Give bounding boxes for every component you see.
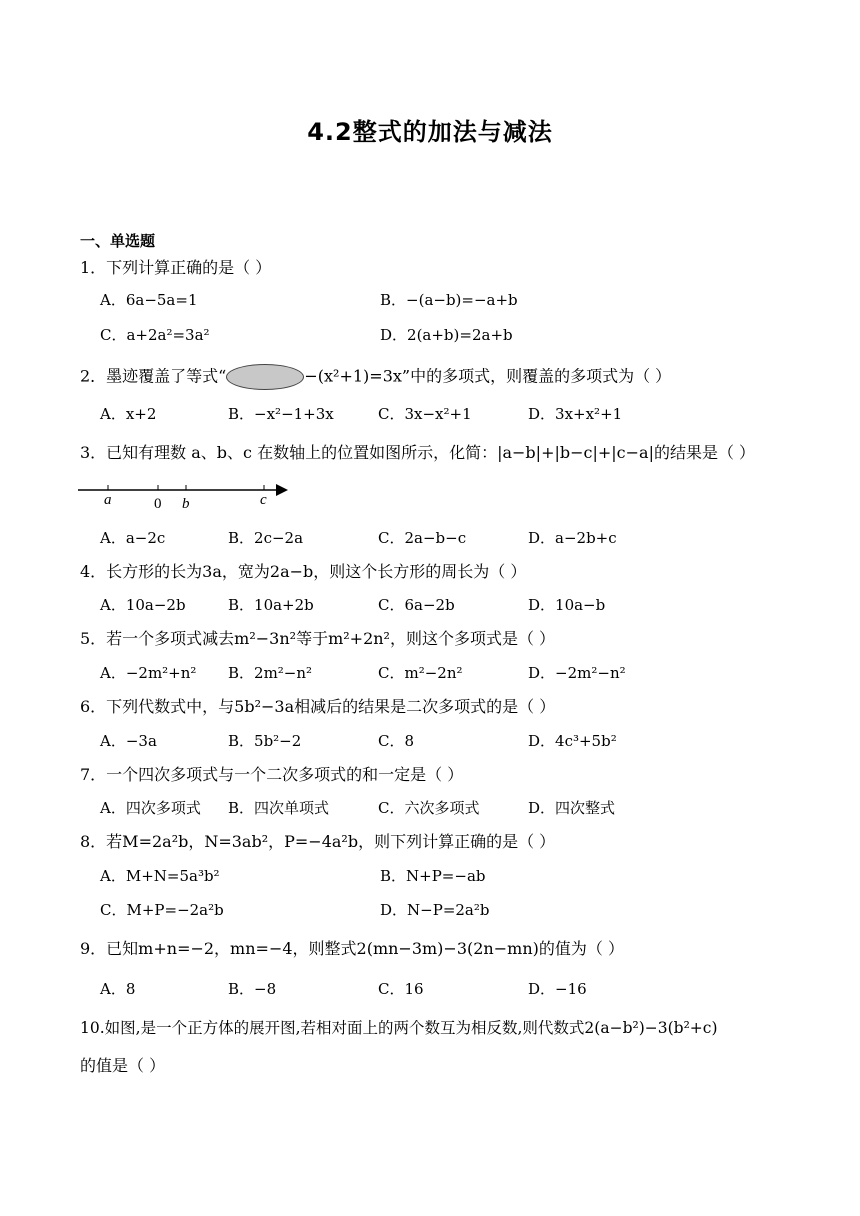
question-9: 9．已知m+n=−2，mn=−4，则整式2(mn−3m)−3(2n−mn)的值为（ ）	[80, 939, 624, 958]
label-a: a	[104, 492, 112, 508]
q3-option-d[interactable]: D．a−2b+c	[528, 529, 617, 547]
q6-option-d[interactable]: D．4c³+5b²	[528, 732, 617, 750]
question-5: 5．若一个多项式减去m²−3n²等于m²+2n²，则这个多项式是（ ）	[80, 629, 556, 648]
q2-option-a[interactable]: A．x+2	[100, 405, 157, 423]
section-heading: 一、单选题	[80, 232, 156, 250]
label-zero: 0	[154, 496, 162, 512]
q5-option-d[interactable]: D．−2m²−n²	[528, 664, 626, 682]
q2-option-c[interactable]: C．3x−x²+1	[378, 405, 472, 423]
q7-option-d[interactable]: D．四次整式	[528, 799, 616, 817]
number-line-arrow	[276, 484, 288, 496]
ink-blot-shape	[226, 364, 304, 390]
q3-option-c[interactable]: C．2a−b−c	[378, 529, 467, 547]
q8-option-b[interactable]: B．N+P=−ab	[380, 867, 486, 885]
q4-option-b[interactable]: B．10a+2b	[228, 596, 314, 614]
q1-option-a[interactable]: A．6a−5a=1	[100, 291, 198, 309]
question-3: 3．已知有理数 a、b、c 在数轴上的位置如图所示，化简：|a−b|+|b−c|+|c−a|的结果是（ ）	[80, 443, 756, 462]
question-1: 1．下列计算正确的是（ ）	[80, 258, 272, 277]
q7-option-c[interactable]: C．六次多项式	[378, 799, 480, 817]
question-6: 6．下列代数式中，与5b²−3a相减后的结果是二次多项式的是（ ）	[80, 697, 556, 716]
question-7: 7．一个四次多项式与一个二次多项式的和一定是（ ）	[80, 765, 464, 784]
question-10-line-2: 的值是（ ）	[80, 1056, 166, 1075]
q2-option-d[interactable]: D．3x+x²+1	[528, 405, 623, 423]
q4-option-d[interactable]: D．10a−b	[528, 596, 606, 614]
page-title: 4.2整式的加法与减法	[307, 118, 553, 146]
q7-option-b[interactable]: B．四次单项式	[228, 799, 330, 817]
q6-option-a[interactable]: A．−3a	[100, 732, 157, 750]
question-4: 4．长方形的长为3a，宽为2a−b，则这个长方形的周长为（ ）	[80, 562, 527, 581]
q3-option-b[interactable]: B．2c−2a	[228, 529, 304, 547]
q5-option-b[interactable]: B．2m²−n²	[228, 664, 313, 682]
q6-option-b[interactable]: B．5b²−2	[228, 732, 302, 750]
q9-option-d[interactable]: D．−16	[528, 980, 587, 998]
q5-option-c[interactable]: C．m²−2n²	[378, 664, 463, 682]
q9-option-c[interactable]: C．16	[378, 980, 424, 998]
q9-option-b[interactable]: B．−8	[228, 980, 277, 998]
q7-option-a[interactable]: A．四次多项式	[100, 799, 201, 817]
label-c: c	[260, 492, 267, 508]
q4-option-c[interactable]: C．6a−2b	[378, 596, 455, 614]
q1-option-b[interactable]: B．−(a−b)=−a+b	[380, 291, 518, 309]
q2-stem-end: −(x²+1)=3x”中的多项式，则覆盖的多项式为（ ）	[304, 366, 672, 386]
q3-option-a[interactable]: A．a−2c	[100, 529, 166, 547]
q4-option-a[interactable]: A．10a−2b	[100, 596, 186, 614]
q2-option-b[interactable]: B．−x²−1+3x	[228, 405, 334, 423]
q6-option-c[interactable]: C．8	[378, 732, 415, 750]
label-b: b	[182, 496, 190, 512]
q1-option-c[interactable]: C．a+2a²=3a²	[100, 326, 210, 344]
number-line-figure	[78, 478, 298, 512]
question-10-line-1: 10.如图,是一个正方体的展开图,若相对面上的两个数互为相反数,则代数式2(a−b²)−3(b²+c)	[80, 1019, 718, 1037]
q2-stem-start: 2．墨迹覆盖了等式“	[80, 366, 227, 386]
question-2	[80, 364, 671, 390]
q8-option-c[interactable]: C．M+P=−2a²b	[100, 901, 224, 919]
question-8: 8．若M=2a²b，N=3ab²，P=−4a²b，则下列计算正确的是（ ）	[80, 832, 556, 851]
q8-option-d[interactable]: D．N−P=2a²b	[380, 901, 490, 919]
q5-option-a[interactable]: A．−2m²+n²	[100, 664, 197, 682]
q8-option-a[interactable]: A．M+N=5a³b²	[100, 867, 220, 885]
q1-option-d[interactable]: D．2(a+b)=2a+b	[380, 326, 513, 344]
q9-option-a[interactable]: A．8	[100, 980, 136, 998]
